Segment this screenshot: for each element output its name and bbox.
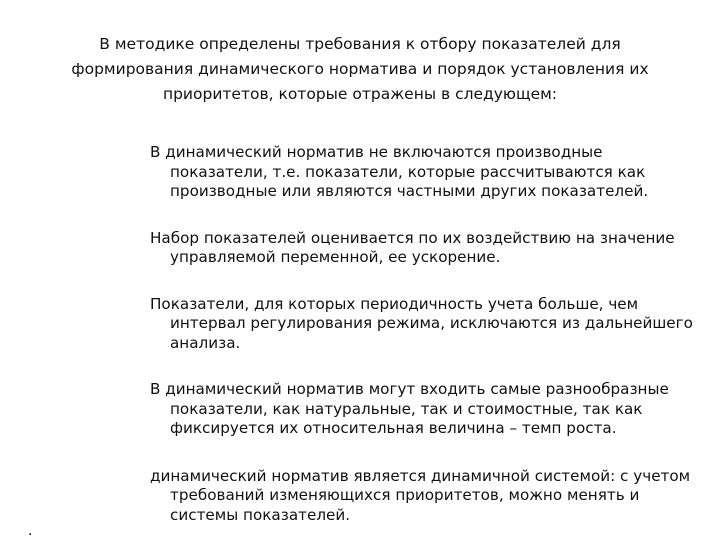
slide-title: В методике определены требования к отбору показателей для формирования динамического норматива и порядок установления их приоритетов, которые отражены в следующем:: [71, 35, 649, 103]
list-item: Набор показателей оценивается по их воздействию на значение управляемой переменной, ее ускорение.: [150, 228, 675, 266]
list-item: В динамический норматив не включаются производные показатели, т.е. показатели, которые рассчитываются как производные или являются частными других показателей.: [150, 143, 649, 200]
footer-mark: .: [28, 523, 33, 539]
list-item: В динамический норматив могут входить самые разнообразные показатели, как натуральные, так и стоимостные, так как фиксируется их относительная величина – темп роста.: [150, 380, 669, 437]
list-item: Показатели, для которых периодичность учета больше, чем интервал регулирования режима, исключаются из дальнейшего анализа.: [150, 294, 693, 352]
requirements-list: [150, 143, 695, 525]
list-item: динамический норматив является динамичной системой: с учетом требований изменяющихся приоритетов, можно менять и системы показателей.: [150, 466, 691, 524]
